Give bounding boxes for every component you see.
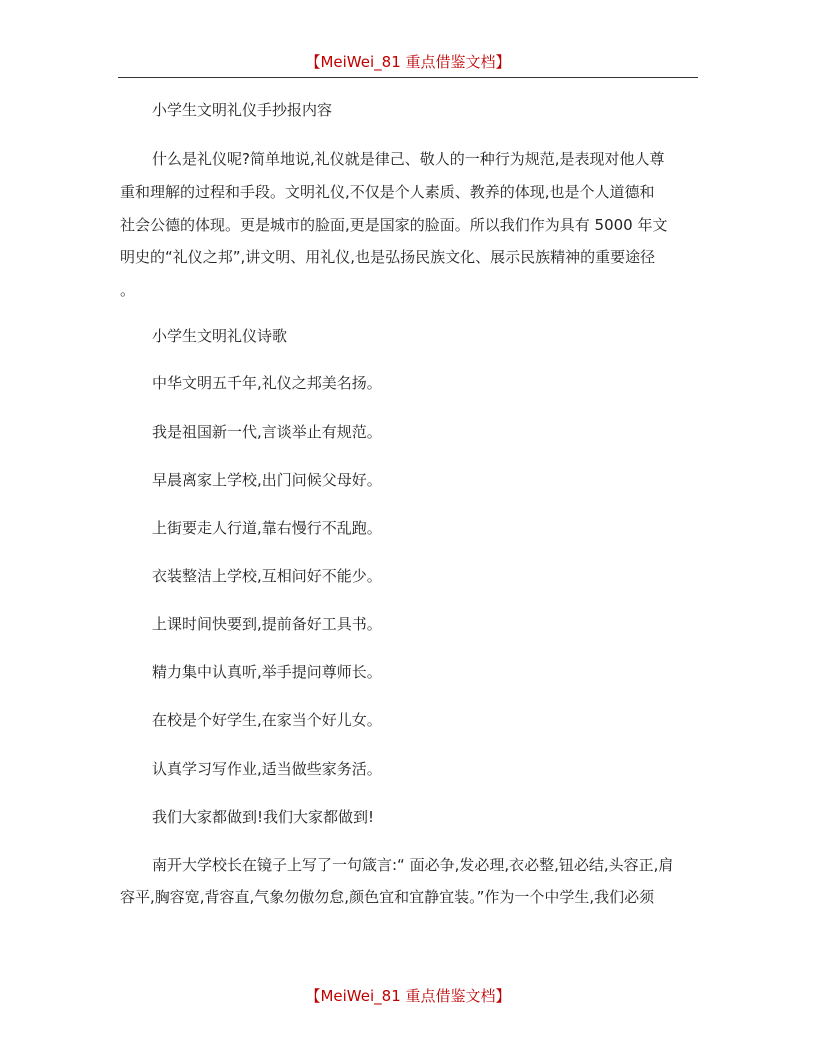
poem-line: 上课时间快要到,提前备好工具书。 (152, 615, 382, 633)
document-footer: 【MeiWei_81 重点借鉴文档】 (305, 987, 511, 1005)
poem-line: 精力集中认真听,举手提问尊师长。 (152, 663, 382, 681)
intro-line: 什么是礼仪呢?简单地说,礼仪就是律己、敬人的一种行为规范,是表现对他人尊 (152, 150, 665, 168)
poem-line: 上街要走人行道,靠右慢行不乱跑。 (152, 519, 382, 537)
closing-line: 容平,胸容宽,背容直,气象勿傲勿怠,颜色宜和宜静宜装。”作为一个中学生,我们必须 (120, 888, 655, 906)
closing-line: 南开大学校长在镜子上写了一句箴言:“ 面必争,发必理,衣必整,钮必结,头容正,肩 (152, 856, 674, 874)
document-header: 【MeiWei_81 重点借鉴文档】 (305, 53, 511, 71)
poem-line: 早晨离家上学校,出门问候父母好。 (152, 471, 382, 489)
poem-line: 衣装整洁上学校,互相问好不能少。 (152, 567, 382, 585)
poem-line: 在校是个好学生,在家当个好儿女。 (152, 711, 382, 729)
poem-line: 中华文明五千年,礼仪之邦美名扬。 (152, 374, 382, 392)
poem-line: 认真学习写作业,适当做些家务活。 (152, 760, 382, 778)
intro-line: 社会公德的体现。更是城市的脸面,更是国家的脸面。所以我们作为具有 5000 年文 (120, 216, 668, 234)
poem-line: 我是祖国新一代,言谈举止有规范。 (152, 423, 382, 441)
poem-line: 我们大家都做到!我们大家都做到! (152, 808, 375, 826)
document-title: 小学生文明礼仪手抄报内容 (152, 101, 333, 119)
intro-line: 重和理解的过程和手段。文明礼仪,不仅是个人素质、教养的体现,也是个人道德和 (120, 183, 655, 201)
header-divider (118, 77, 698, 78)
intro-line: 明史的“礼仪之邦”,讲文明、用礼仪,也是弘扬民族文化、展示民族精神的重要途径 (120, 248, 656, 266)
poem-title: 小学生文明礼仪诗歌 (152, 327, 288, 345)
intro-line: 。 (120, 281, 136, 299)
